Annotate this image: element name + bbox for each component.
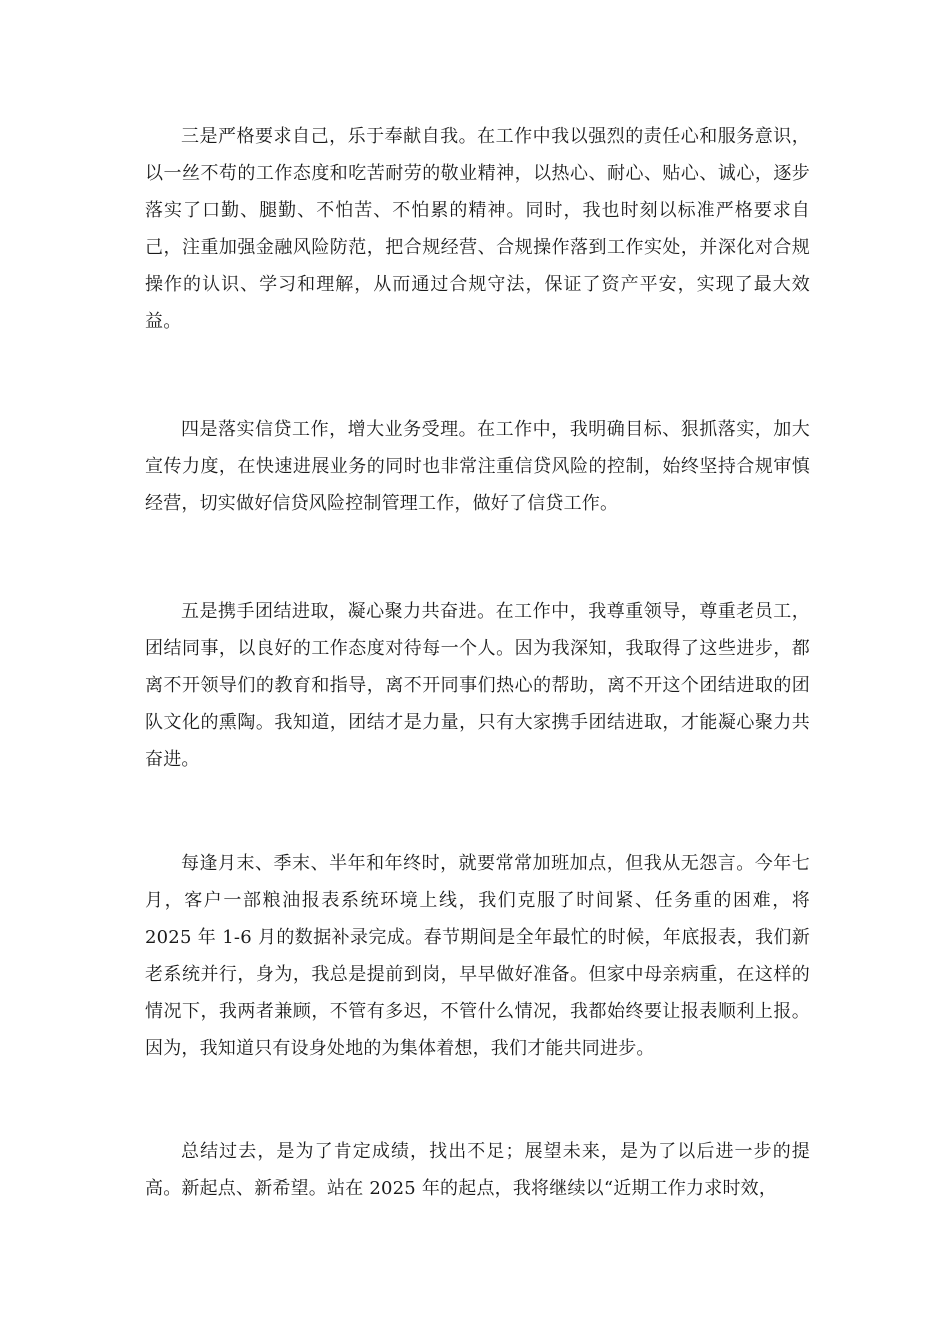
paragraph-strict-requirements: 三是严格要求自己，乐于奉献自我。在工作中我以强烈的责任心和服务意识，以一丝不苟的工作态度和吃苦耐劳的敬业精神，以热心、耐心、贴心、诚心，逐步落实了口勤、腿勤、不怕苦、不怕累的精神。同时，我也时刻以标准严格要求自己，注重加强金融风险防范，把合规经营、合规操作落到工作实处，并深化对合规操作的认识、学习和理解，从而通过合规守法，保证了资产平安，实现了最大效益。 — [145, 126, 810, 332]
paragraph-teamwork: 五是携手团结进取，凝心聚力共奋进。在工作中，我尊重领导，尊重老员工，团结同事，以良好的工作态度对待每一个人。因为我深知，我取得了这些进步，都离不开领导们的教育和指导，离不开同事们热心的帮助，离不开这个团结进取的团队文化的熏陶。我知道，团结才是力量，只有大家携手团结进取，才能凝心聚力共奋进。 — [145, 601, 810, 770]
paragraph-overtime: 每逢月末、季末、半年和年终时，就要常常加班加点，但我从无怨言。今年七月，客户一部粮油报表系统环境上线，我们克服了时间紧、任务重的困难，将 2025 年 1-6 月的数据补录完成。春节期间是全年最忙的时候，年底报表，我们新老系统并行，身为，我总是提前到岗，早早做好准备。但家中母亲病重，在这样的情况下，我两者兼顾，不管有多迟，不管什么情况，我都始终要让报表顺利上报。因为，我知道只有设身处地的为集体着想，我们才能共同进步。 — [145, 853, 810, 1059]
paragraph-credit-work: 四是落实信贷工作，增大业务受理。在工作中，我明确目标、狠抓落实，加大宣传力度，在快速进展业务的同时也非常注重信贷风险的控制，始终坚持合规审慎经营，切实做好信贷风险控制管理工作，做好了信贷工作。 — [145, 419, 810, 514]
paragraph-summary: 总结过去，是为了肯定成绩，找出不足；展望未来，是为了以后进一步的提高。新起点、新希望。站在 2025 年的起点，我将继续以“近期工作力求时效， — [145, 1141, 810, 1199]
